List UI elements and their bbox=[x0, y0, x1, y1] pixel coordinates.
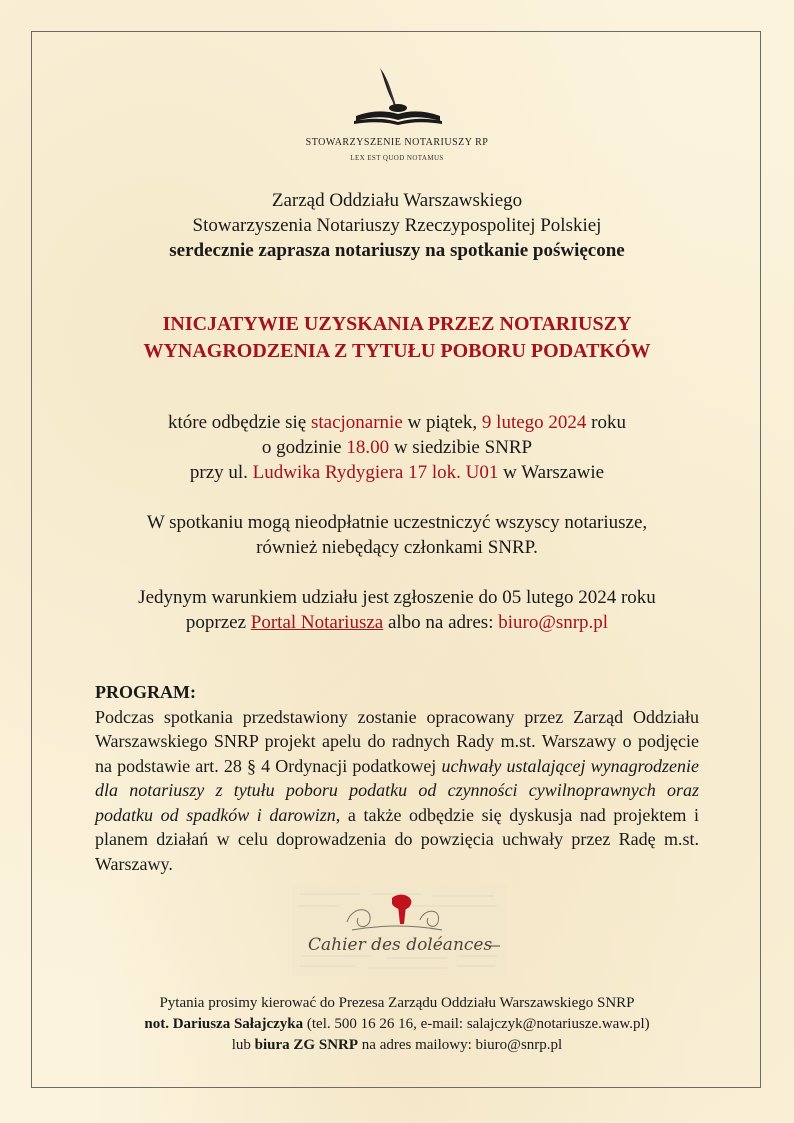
office-name: biura ZG SNRP bbox=[254, 1037, 359, 1053]
footer-text: lub bbox=[231, 1037, 255, 1053]
footer-line-2 bbox=[0, 1014, 794, 1035]
portal-notariusza-link[interactable]: Portal Notariusza bbox=[250, 612, 384, 633]
quill-book-logo-icon bbox=[350, 64, 446, 128]
registration-email[interactable]: biuro@snrp.pl bbox=[498, 612, 609, 633]
details-text: roku bbox=[586, 412, 626, 433]
details-text: które odbędzie się bbox=[167, 412, 311, 433]
event-date: 9 lutego 2024 bbox=[481, 412, 587, 433]
intro-line-1: Zarząd Oddziału Warszawskiego bbox=[271, 190, 523, 211]
cahier-des-doleances-image bbox=[292, 884, 507, 976]
details-text: w siedzibie SNRP bbox=[389, 437, 533, 458]
details-line-2 bbox=[0, 435, 794, 460]
footer-line-1: Pytania prosimy kierować do Prezesa Zarządu Oddziału Warszawskiego SNRP bbox=[159, 995, 635, 1011]
event-title bbox=[0, 311, 794, 365]
program-text-italic: uchwały ustalającej wynagrodzenie dla notariuszy z tytułu poboru podatku od czynności cywilnoprawnych oraz podatku od spadków i darowizn bbox=[95, 755, 699, 825]
cahier-script-text: Cahier des doléances bbox=[308, 935, 493, 955]
program-heading: PROGRAM: bbox=[95, 682, 196, 702]
registration-line-1: Jedynym warunkiem udziału jest zgłoszenie do 05 lutego 2024 roku bbox=[138, 587, 656, 608]
intro-line-3: serdecznie zaprasza notariuszy na spotkanie poświęcone bbox=[169, 240, 625, 261]
details-text: przy ul. bbox=[189, 462, 253, 483]
event-address: Ludwika Rydygiera 17 lok. U01 bbox=[252, 462, 499, 483]
registration-text: albo na adres: bbox=[383, 612, 499, 633]
program-text: Podczas spotkania przedstawiony zostanie opracowany przez Zarząd Oddziału Warszawskiego SNRP projekt apelu do radnych Rady m.st. Warszawy o podjęcie na podstawie art. 28 § 4 Ordynacji podatkowej bbox=[95, 706, 699, 776]
details-line-3 bbox=[0, 460, 794, 485]
event-mode: stacjonarnie bbox=[310, 412, 403, 433]
program-section bbox=[95, 680, 699, 876]
participation-info bbox=[0, 510, 794, 560]
contact-person: not. Dariusza Sałajczyka bbox=[144, 1016, 304, 1032]
intro-block bbox=[0, 188, 794, 263]
registration-info bbox=[0, 585, 794, 635]
event-title-line-1: INICJATYWIE UZYSKANIA PRZEZ NOTARIUSZY bbox=[162, 313, 632, 335]
registration-line-2 bbox=[0, 610, 794, 635]
office-email: na adres mailowy: biuro@snrp.pl bbox=[358, 1037, 563, 1053]
intro-line-2: Stowarzyszenia Notariuszy Rzeczypospolitej Polskiej bbox=[192, 215, 602, 236]
event-time: 18.00 bbox=[346, 437, 390, 458]
registration-text: poprzez bbox=[185, 612, 251, 633]
details-text: o godzinie bbox=[261, 437, 347, 458]
event-title-line-2: WYNAGRODZENIA Z TYTUŁU POBORU PODATKÓW bbox=[143, 340, 651, 362]
footer-line-3 bbox=[0, 1035, 794, 1056]
details-text: w Warszawie bbox=[498, 462, 605, 483]
organization-motto: LEX EST QUOD NOTAMUS bbox=[350, 154, 444, 162]
details-line-1 bbox=[0, 410, 794, 435]
event-details bbox=[0, 410, 794, 485]
footer-contact bbox=[0, 993, 794, 1056]
program-text-end: , a także odbędzie się dyskusja nad projektem i planem działań w celu doprowadzenia do powzięcia uchwały przez Radę m.st. Warszawy. bbox=[95, 804, 699, 874]
participation-line-1: W spotkaniu mogą nieodpłatnie uczestniczyć wszyscy notariusze, bbox=[146, 512, 648, 533]
participation-line-2: również niebędący członkami SNRP. bbox=[256, 537, 538, 558]
details-text: w piątek, bbox=[402, 412, 482, 433]
organization-name: STOWARZYSZENIE NOTARIUSZY RP bbox=[305, 137, 489, 148]
contact-details: (tel. 500 16 26 16, e-mail: salajczyk@notariusze.waw.pl) bbox=[303, 1016, 650, 1032]
